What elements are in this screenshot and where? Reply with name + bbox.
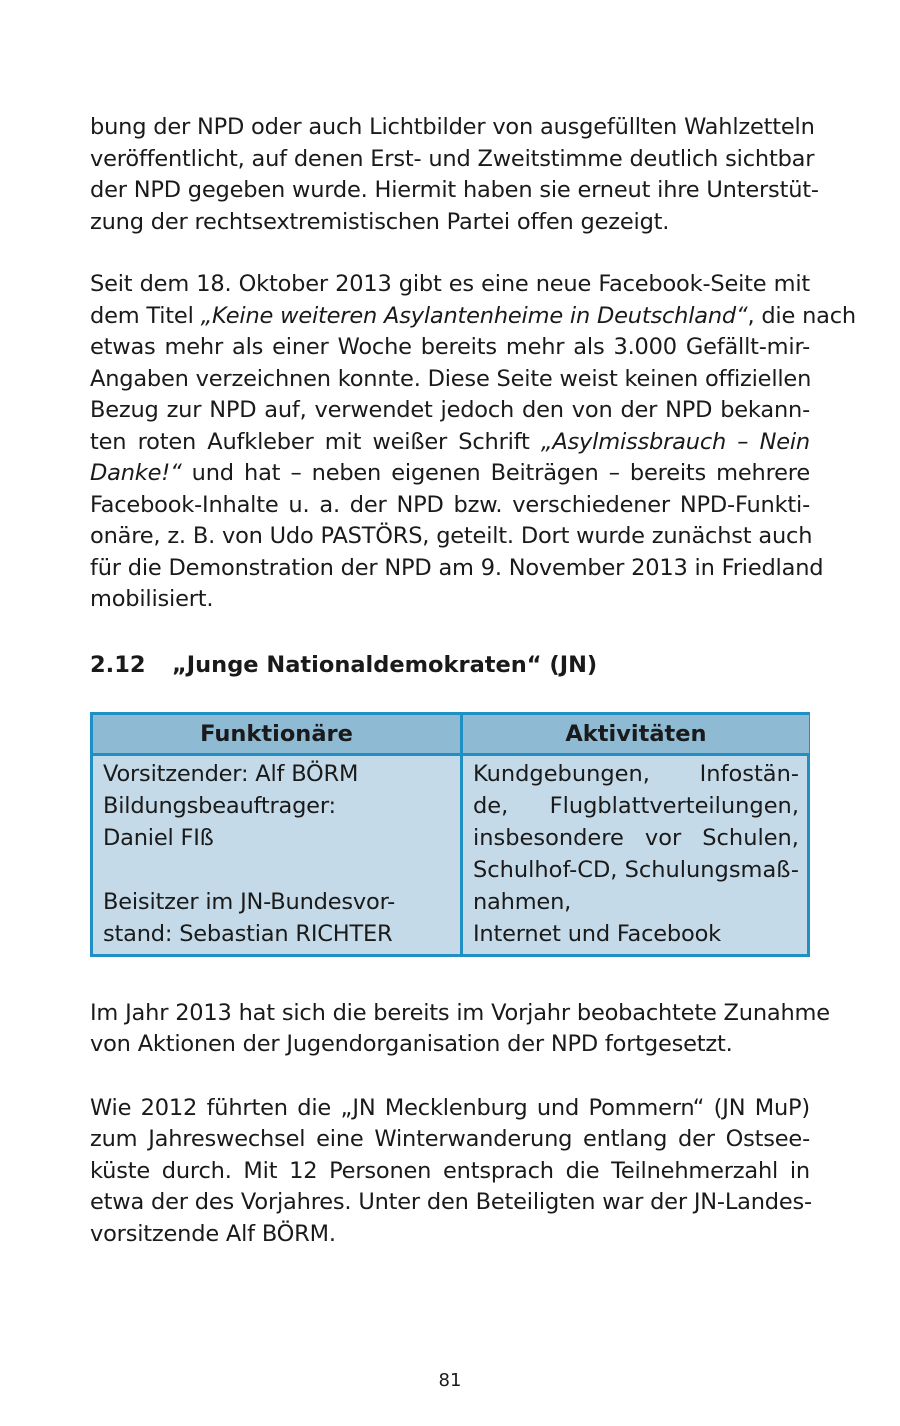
text-line [90,458,810,490]
page-number: 81 [438,1370,462,1391]
sticker-slogan-end: Danke!“ [90,460,182,486]
cell-line: Kundgebungen, Infostän- [473,760,799,787]
text-line: vorsitzende Alf BÖRM. [90,1220,336,1247]
paragraph-3 [90,998,830,1061]
table-cell-functionaries [93,756,463,954]
cell-line: nahmen, [473,888,572,915]
text-line: mobilisiert. [90,586,214,612]
text-line [90,427,810,459]
table-header-activities: Aktivitäten [463,715,809,756]
text-segment: , die nach [747,302,856,329]
cell-spacer [103,854,450,886]
cell-line: Schulhof-CD, Schulungsmaß- [473,856,799,883]
text-line [90,301,856,333]
paragraph-4 [90,1093,810,1251]
cell-line: Internet und Facebook [473,920,721,947]
text-line: veröffentlicht, auf denen Erst- und Zweitstimme deutlich sichtbar [90,145,815,172]
text-line: zung der rechtsextremistischen Partei offen gezeigt. [90,208,670,235]
paragraph-2 [90,269,856,616]
text-line: Angaben verzeichnen konnte. Diese Seite weist keinen offiziellen [90,365,812,392]
text-line: für die Demonstration der NPD am 9. November 2013 in Friedland [90,554,824,581]
text-segment: und hat – neben eigenen Beiträgen – bereits mehrere [181,460,810,486]
text-line: küste durch. Mit 12 Personen entsprach die Teilnehmerzahl in [90,1157,810,1184]
text-segment: dem Titel [90,302,201,329]
cell-line: insbesondere vor Schulen, [473,824,799,851]
text-line: Seit dem 18. Oktober 2013 gibt es eine neue Facebook-Seite mit [90,271,810,297]
cell-line: Bildungsbeauftrager: [103,792,336,819]
cell-line: de, Flugblattverteilungen, [473,792,799,819]
cell-line: Vorsitzender: Alf BÖRM [103,760,359,787]
section-title: „Junge Nationaldemokraten“ (JN) [172,651,598,678]
sticker-slogan: „Asylmissbrauch – Nein [540,428,810,455]
text-segment: ten roten Aufkleber mit weißer Schrift [90,428,541,455]
text-line: etwas mehr als einer Woche bereits mehr als 3.000 Gefällt-mir- [90,334,810,360]
text-line: Wie 2012 führten die „JN Mecklenburg und Pommern“ (JN MuP) [90,1094,810,1121]
text-line: etwa der des Vorjahres. Unter den Beteiligten war der JN-Landes- [90,1189,812,1215]
text-line: onäre, z. B. von Udo PASTÖRS, geteilt. Dort wurde zunächst auch [90,523,813,549]
info-table [90,712,810,957]
paragraph-1 [90,112,819,238]
text-line: zum Jahreswechsel eine Winterwanderung entlang der Ostsee- [90,1126,810,1152]
text-line: Bezug zur NPD auf, verwendet jedoch den von der NPD bekann- [90,397,810,423]
text-line: Im Jahr 2013 hat sich die bereits im Vorjahr beobachtete Zunahme [90,999,830,1026]
table-cell-activities [463,756,809,954]
text-line: von Aktionen der Jugendorganisation der NPD fortgesetzt. [90,1031,733,1057]
page-content [90,112,856,1250]
cell-line: stand: Sebastian RICHTER [103,920,393,947]
table-header-functionaries: Funktionäre [93,715,463,756]
text-line: bung der NPD oder auch Lichtbilder von ausgefüllten Wahlzetteln [90,114,815,140]
section-number: 2.12 [90,651,146,678]
cell-line: Daniel FIß [103,824,214,851]
text-line: der NPD gegeben wurde. Hiermit haben sie erneut ihre Unterstüt- [90,177,819,203]
text-line: Facebook-Inhalte u. a. der NPD bzw. verschiedener NPD-Funkti- [90,491,810,518]
section-heading [90,649,810,681]
cell-line: Beisitzer im JN-Bundesvor- [103,888,396,915]
facebook-page-title: „Keine weiteren Asylantenheime in Deutschland“ [200,302,748,329]
